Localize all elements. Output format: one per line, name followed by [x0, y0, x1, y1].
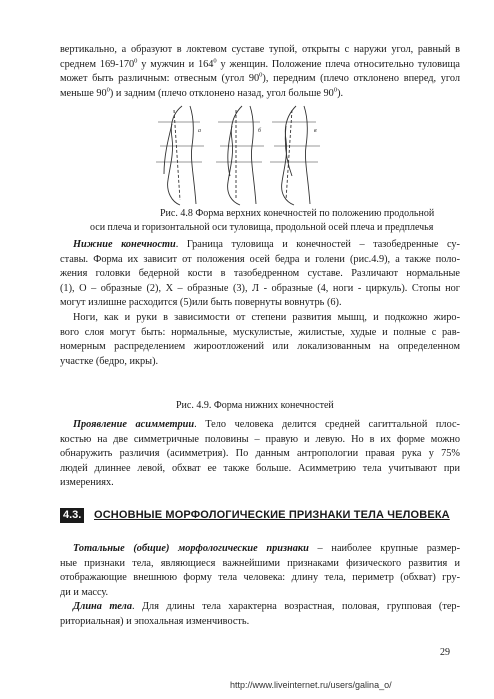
text-line: риториальная) и эпохальная изменчивость.	[60, 615, 250, 627]
text-line: костью на две симметричные половины – правую и левую. Но в их форме можно	[60, 433, 460, 445]
torso-outline-b	[216, 106, 264, 205]
text-line: среднем $169-170^0$ у мужчин и $164^0$ у женщин. Положение плеча относительно туловища	[60, 57, 460, 70]
figure-label-c: в	[314, 128, 317, 134]
text-line: ди и массу.	[60, 586, 109, 598]
text-line: могут излишне расходится (5)или быть повернуты вовнутрь (6).	[60, 297, 342, 309]
text-line: ные признаки тела, являющиеся важнейшими признаками физического развития и	[60, 557, 460, 569]
figure-label-b: б	[258, 128, 262, 134]
section-heading	[60, 507, 462, 525]
text-line: участке (бедро, икры).	[60, 355, 159, 367]
figure-label-a: а	[198, 128, 201, 134]
text-line: Проявление асимметрии. Тело человека делится средней сагиттальной плос-	[73, 419, 460, 430]
term-lower-limbs: Нижние конечности	[73, 239, 176, 250]
paragraph-total-features	[60, 542, 460, 600]
text-line: жения головки бедерной кости в тазобедренном суставе. Различают нормальные	[60, 268, 460, 280]
text-line: Нижние конечности. Граница туловища и конечностей – тазобедренные су-	[73, 239, 460, 250]
section-number: 4.3.	[60, 508, 84, 523]
source-url[interactable]: http://www.liveinternet.ru/users/galina_o/	[230, 680, 392, 690]
text-line: может быть различным: отвесным (угол $90^0$), передним (плечо отклонено вперед, угол	[60, 71, 460, 85]
figure-4-8-caption-line1: Рис. 4.8 Форма верхних конечностей по положению продольной	[160, 208, 435, 219]
text-line: ставы. Форма их зависит от положения осей бедра и голени (рис.4.9), а также поло-	[60, 253, 460, 265]
term-body-length: Длина тела	[73, 601, 132, 612]
text-line: номерным распределением жироотложений или локализованным на определенном	[60, 341, 460, 353]
paragraph-upper-limbs	[60, 43, 460, 101]
text-line: вого слоя могут быть: нормальные, мускулистые, жилистые, худые и полные с рав-	[60, 326, 460, 338]
text-line: (1), О – образные (2), Х – образные (3), Л - образные (4, ноги - циркуль). Стопы ног	[60, 282, 460, 294]
section-title: ОСНОВНЫЕ МОРФОЛОГИЧЕСКИЕ ПРИЗНАКИ ТЕЛА ЧЕЛОВЕКА	[94, 509, 450, 521]
text-line: Ноги, как и руки в зависимости от степени развития мышц, и подкожно жиро-	[73, 312, 460, 323]
figure-4-8-drawing	[150, 104, 330, 206]
text-line: Тотальные (общие) морфологические признаки – наиболее крупные размер-	[73, 543, 460, 554]
text-line: меньше $90^0$) и задним (плечо отклонено назад, угол больше $90^0$).	[60, 86, 344, 99]
text-line: обнаружить различия (асимметрия). По данным антропологии правая рука у 75%	[60, 448, 460, 460]
text-line: измерениях.	[60, 477, 114, 489]
text-line: вертикально, а образуют в локтевом суставе тупой, открыты с наружи угол, равный в	[60, 44, 460, 55]
text-line: Длина тела. Для длины тела характерна возрастная, половая, групповая (тер-	[73, 601, 460, 612]
torso-outline-a	[156, 106, 204, 205]
paragraph-leg-types	[60, 311, 460, 369]
text-line: людей длиннее левой, обхват ее также больше. Асимметрию тела учитывают при	[60, 462, 460, 474]
term-asymmetry: Проявление асимметрии	[73, 419, 195, 430]
paragraph-lower-limbs	[60, 238, 460, 311]
paragraph-asymmetry	[60, 418, 460, 491]
figure-4-9-caption: Рис. 4.9. Форма нижних конечностей	[176, 400, 334, 411]
term-total-features: Тотальные (общие) морфологические признаки	[73, 543, 309, 554]
torso-outline-c	[270, 106, 320, 205]
figure-4-8-caption-line2: оси плеча и горизонтальной оси туловища, продольной осей плеча и предплечья	[90, 222, 434, 233]
paragraph-body-length	[60, 600, 460, 629]
page-number: 29	[440, 647, 450, 658]
text-line: отображающие внешнюю форму тела человека: длину тела, периметр (обхват) гру-	[60, 572, 460, 584]
